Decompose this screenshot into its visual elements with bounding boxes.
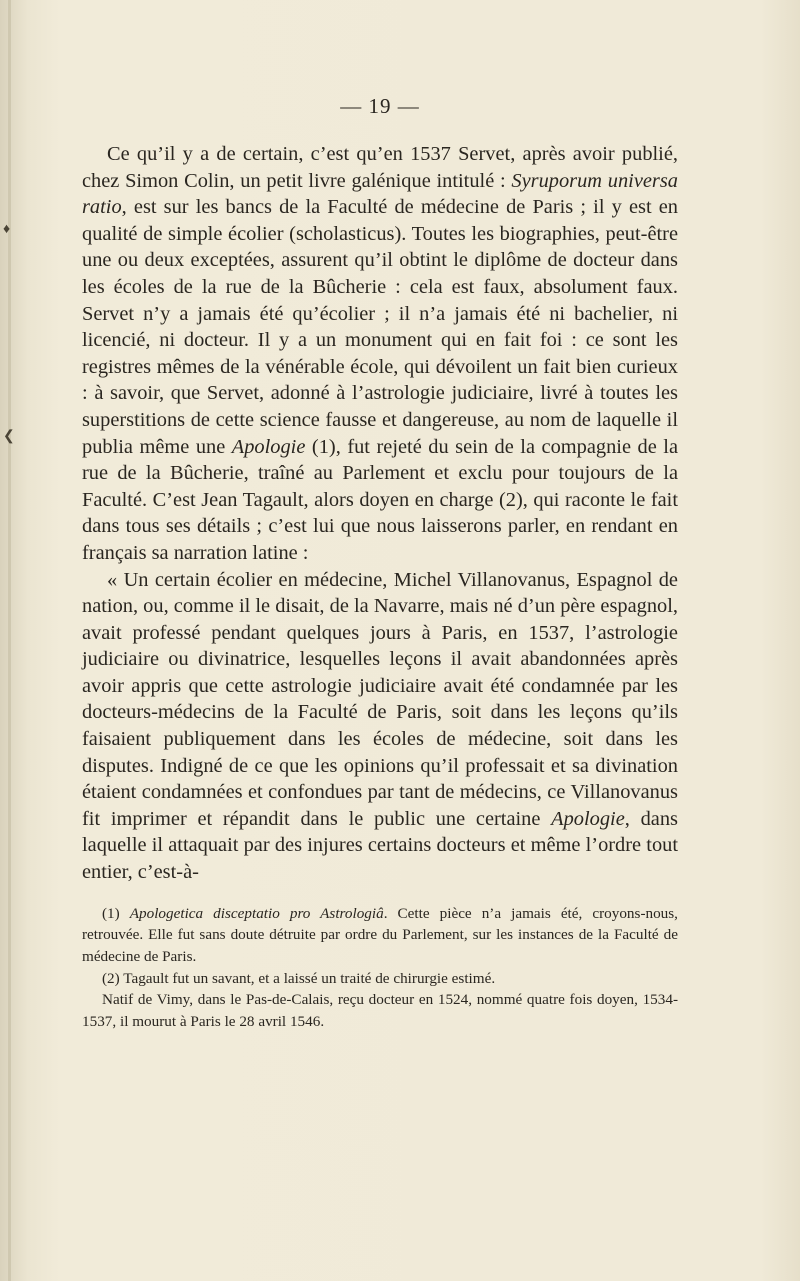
footnote-1 [82,903,678,968]
text-run: Natif de Vimy, dans le Pas-de-Calais, reçu docteur en 1524, nommé quatre fois doyen, 1534-1537, il mourut à Paris le 28 avril 1546. [82,991,678,1031]
margin-mark: ♦ [3,222,11,237]
footnote-title: Apologetica disceptatio pro Astrologiâ [129,904,384,922]
text-run: , est sur les bancs de la Faculté de médecine de Paris ; il y est en qualité de simple écolier (scholasticus). Toutes les biographies, peut-être une ou deux exceptées, assurent qu’il obtint le diplôme de docteur dans les écoles de la rue de la Bûcherie : cela est faux, absolument faux. Servet n’y a jamais été qu’écolier ; il n’a jamais été ni bachelier, ni licencié, ni docteur. Il y a un monument qui en fait foi : ce sont les registres mêmes de la vénérable école, qui dévoilent un fait bien curieux : à savoir, que Servet, adonné à l’astrologie judiciaire, livré à toutes les superstitions de cette science fausse et dangereuse, au nom de laquelle il publia même une [82,196,678,458]
paragraph-2 [82,567,678,886]
text-run: « Un certain écolier en médecine, Michel Villanovanus, Espagnol de nation, ou, comme il le disait, de la Navarre, mais né d’un père espagnol, avait professé pendant quelques jours à Paris, en 1537, l’astrologie judiciaire ou divinatrice, lesquelles leçons il avait abandonnées après avoir appris que cette astrologie judiciaire avait été condamnée par les docteurs-médecins de la Faculté de Paris, soit dans les leçons qu’ils faisaient publiquement dans les écoles de médecine, soit dans les disputes. Indigné de ce que les opinions qu’il professait et sa divination étaient condamnées et confondues par tant de médecins, ce Villanovanus fit imprimer et répandit dans le public une certaine [82,568,678,830]
footnote-2-continued [82,989,678,1032]
main-text [82,141,678,886]
book-title-syruporum: Syruporum universa ratio [82,169,678,219]
footnote-2 [82,968,678,990]
text-run: . Cette pièce n’a jamais été, croyons-nous, retrouvée. Elle fut sans doute détruite par ordre du Parlement, sur les instances de la Faculté de médecine de Paris. [82,904,678,966]
book-page [82,94,678,1033]
text-run: (2) Tagault fut un savant, et a laissé un traité de chirurgie estimé. [102,969,496,987]
book-title-apologie: Apologie [551,807,625,830]
text-run: Ce qu’il y a de certain, c’est qu’en 1537 Servet, après avoir publié, chez Simon Colin, un petit livre galénique intitulé : [82,143,678,192]
book-title-apologie: Apologie [231,435,306,458]
text-run: (1), fut rejeté du sein de la compagnie de la rue de la Bûcherie, traîné au Parlement et exclu pour toujours de la Faculté. C’est Jean Tagault, alors doyen en charge (2), qui raconte le fait dans tous ses détails ; c’est lui que nous laisserons parler, en rendant en français sa narration latine : [82,435,678,564]
text-run: , dans laquelle il attaquait par des injures certains docteurs et même l’ordre tout entier, c’est-à- [82,807,678,884]
text-run: (1) [102,904,130,922]
footnotes [82,903,678,1033]
page-binding-edge [8,0,11,1281]
paragraph-1 [82,141,678,567]
page-number-header: — 19 — [340,94,420,118]
margin-mark: ❮ [3,429,15,444]
